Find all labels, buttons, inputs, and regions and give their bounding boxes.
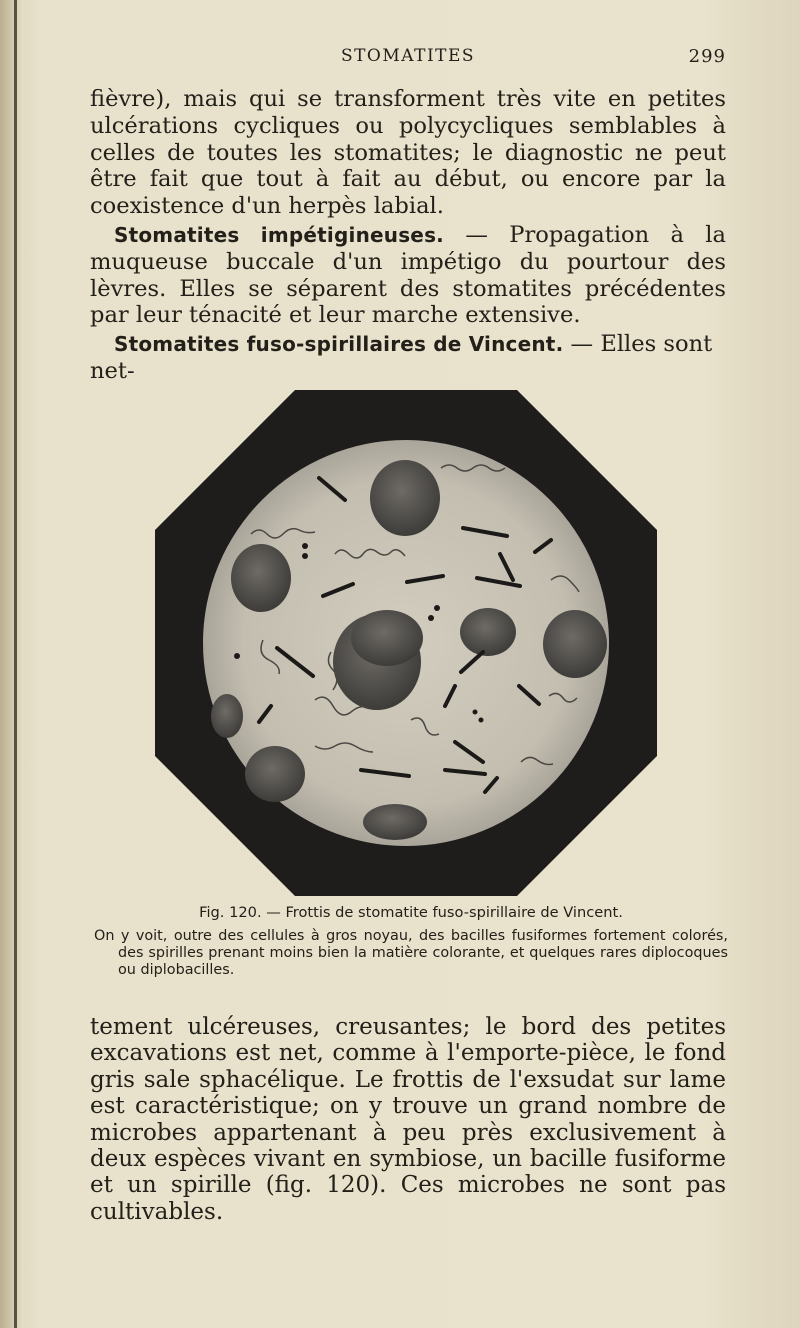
paragraph-vincent: [90, 331, 726, 385]
page-number: 299: [688, 46, 726, 67]
text-block-bottom: [90, 1014, 726, 1225]
text-block-top: [90, 86, 726, 385]
binding-edge: [14, 0, 17, 1328]
text-vincent: — Elles sont net-: [90, 331, 713, 384]
heading-impetigineuses: Stomatites impétigineuses.: [114, 222, 444, 247]
figure-smear-illustration: [155, 390, 657, 896]
caption-text: On y voit, outre des cellules à gros noyau, des bacilles fusiformes fortement colorés, des spirilles prenant moins bien la matière colorante, et quelques rares diplocoques ou diplobacilles.: [94, 928, 728, 978]
heading-vincent: Stomatites fuso-spirillaires de Vincent.: [114, 332, 564, 357]
running-title: STOMATITES: [340, 46, 476, 66]
paragraph-ulcereuses: tement ulcéreuses, creusantes; le bord des petites excavations est net, comme à l'emporte-pièce, le fond gris sale sphacélique. Le frottis de l'exsudat sur lame est caractéristique; on y trouve un grand nombre de microbes appartenant à peu près exclusivement à deux espèces vivant en symbiose, un bacille fusiforme et un spirille (fig. 120). Ces microbes ne sont pas cultivables.: [90, 1014, 726, 1225]
book-binding: [0, 0, 24, 1328]
running-header: [90, 46, 726, 70]
figure-caption: [94, 904, 728, 979]
caption-title: Fig. 120. — Frottis de stomatite fuso-spirillaire de Vincent.: [199, 904, 623, 921]
text-impetigineuses: — Propagation à la muqueuse buccale d'un impétigo du pourtour des lèvres. Elles se séparent des stomatites précédentes par leur ténacité et leur marche extensive.: [90, 221, 727, 329]
paragraph-fievre: fièvre), mais qui se transforment très vite en petites ulcérations cycliques ou polycycliques semblables à celles de toutes les stomatites; le diagnostic ne peut être fait que tout à fait au début, ou encore par la coexistence d'un herpès labial.: [90, 86, 726, 220]
paragraph-impetigineuses: [90, 222, 726, 329]
